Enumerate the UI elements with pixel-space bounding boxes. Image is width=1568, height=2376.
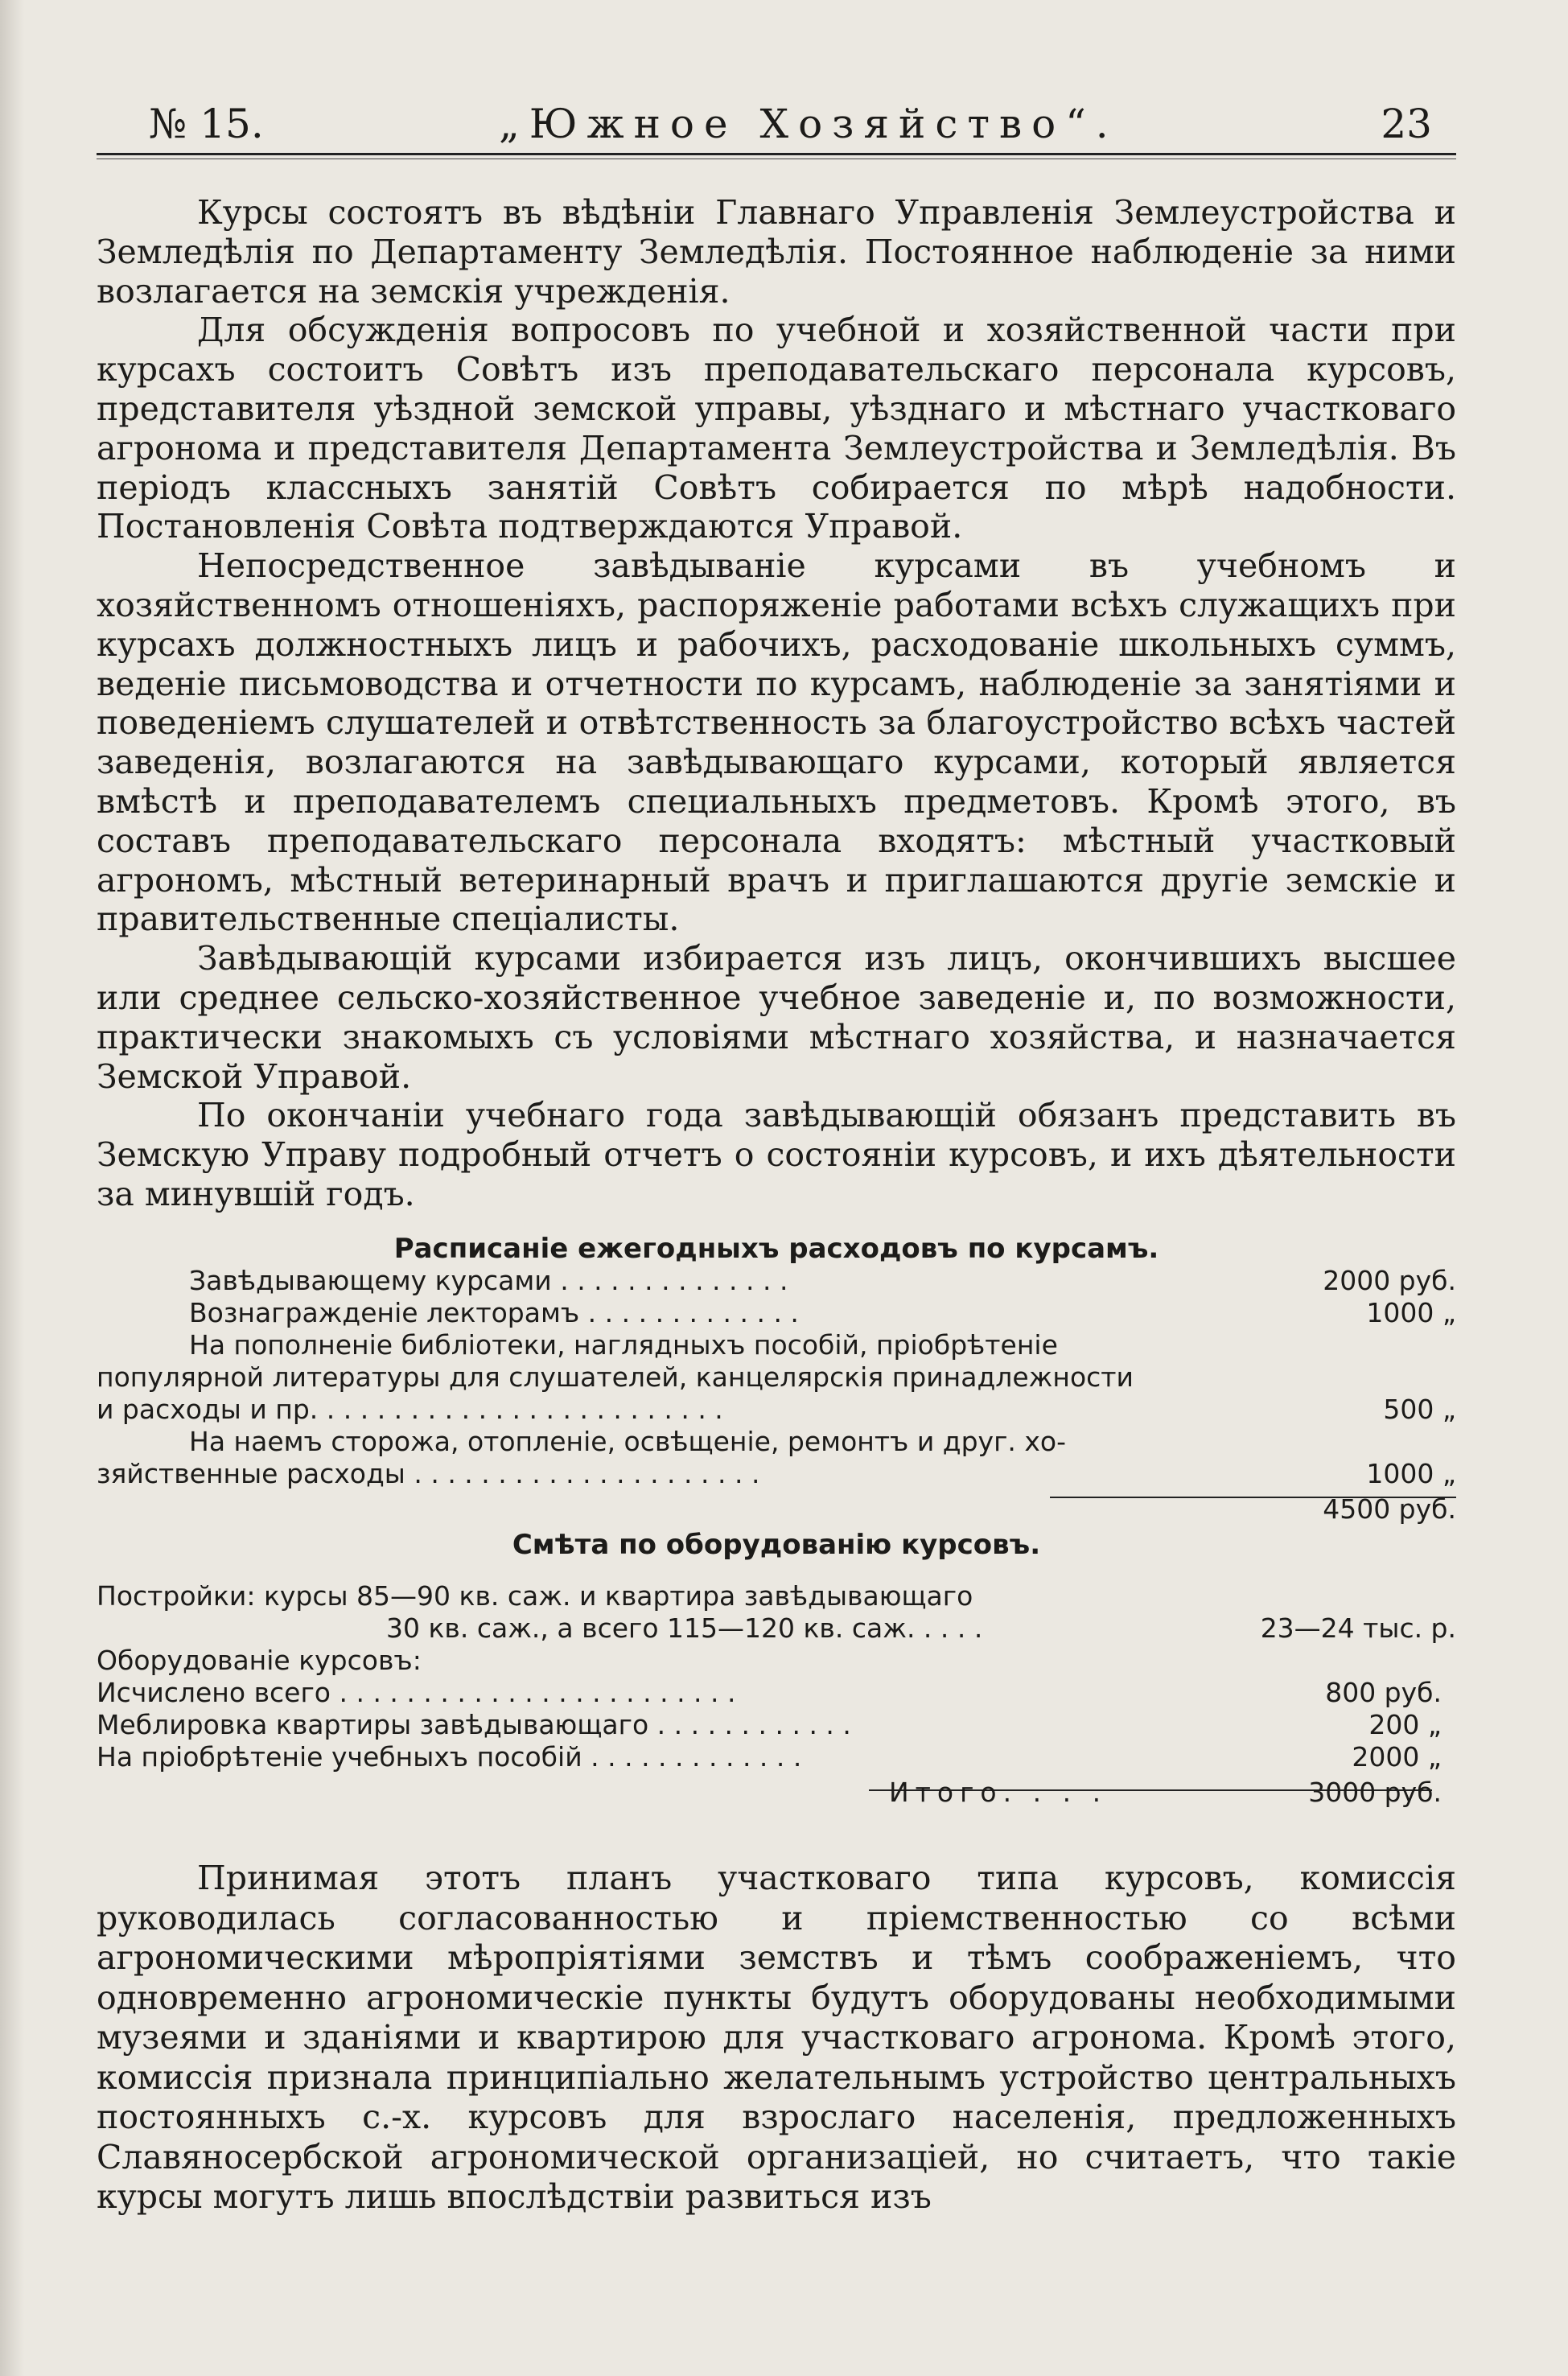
estimate-title: Смѣта по оборудованію курсовъ.: [512, 1529, 1041, 1561]
expense-amount: 1000 „: [1366, 1297, 1456, 1328]
paragraph: По окончаніи учебнаго года завѣдывающій обязанъ представить въ Земскую Управу подробный отчетъ о состояніи курсовъ, и ихъ дѣятельности за минувшій годъ.: [97, 1096, 1456, 1213]
expense-amount: 2000 руб.: [1323, 1265, 1456, 1296]
estimate-amount: 200 „: [1368, 1709, 1442, 1740]
estimate-label: Меблировка квартиры завѣдывающаго . . . . . . . . . . . .: [97, 1709, 851, 1740]
paragraph: Курсы состоятъ въ вѣдѣнiи Главнаго Управленія Землеустройства и Земледѣлія по Департаменту Земледѣлія. Постоянное наблюденіе за ними возлагается на земскія учрежденія.: [97, 193, 1456, 311]
paragraph: Для обсужденія вопросовъ по учебной и хозяйственной части при курсахъ состоитъ Совѣтъ изъ преподавательскаго персонала курсовъ, представителя уѣздной земской управы, уѣзднаго и мѣстнаго участковаго агронома и представителя Департамента Землеустройства и Земледѣлія. Въ періодъ классныхъ занятій Совѣтъ собирается по мѣрѣ надобности. Постановленія Совѣта подтверждаются Управой.: [97, 311, 1456, 546]
page-gutter-shadow: [0, 0, 24, 2376]
estimate-table: [97, 1529, 1456, 1809]
expense-label: и расходы и пр. . . . . . . . . . . . . . . . . . . . . . . . .: [97, 1394, 723, 1425]
body-text-top: [97, 193, 1456, 1214]
estimate-line: 30 кв. саж., а всего 115—120 кв. саж. . . . .: [386, 1612, 983, 1644]
expense-label: Завѣдывающему курсами . . . . . . . . . . . . . .: [189, 1265, 788, 1296]
expense-label: На наемъ сторожа, отопленіе, освѣщеніе, ремонтъ и друг. хо-: [189, 1426, 1067, 1457]
expenses-table: [97, 1233, 1456, 1526]
estimate-label: Исчислено всего . . . . . . . . . . . . . . . . . . . . . . . .: [97, 1677, 736, 1708]
expense-amount: 1000 „: [1366, 1458, 1456, 1489]
issue-number: № 15.: [149, 101, 264, 147]
estimate-line: Постройки: курсы 85—90 кв. саж. и квартира завѣдывающаго: [97, 1580, 973, 1612]
body-text-bottom: [97, 1859, 1456, 2217]
estimate-line: Оборудованіе курсовъ:: [97, 1645, 422, 1676]
paragraph: Непосредственное завѣдываніе курсами въ учебномъ и хозяйственномъ отношеніяхъ, распоряженіе работами всѣхъ служащихъ при курсахъ должностныхъ лицъ и рабочихъ, расходованіе школьныхъ суммъ, веденіе письмоводства и отчетности по курсамъ, наблюденіе за занятіями и поведеніемъ слушателей и отвѣтственность за благоустройство всѣхъ частей заведенія, возлагаются на завѣдывающаго курсами, который является вмѣстѣ и преподавателемъ специальныхъ предметовъ. Кромѣ этого, въ составъ преподавательскаго персонала входятъ: мѣстный участковый агрономъ, мѣстный ветеринарный врачъ и приглашаются другіе земскіе и правительственные спеціалисты.: [97, 546, 1456, 939]
running-header: [97, 101, 1456, 157]
page-number: 23: [1381, 101, 1432, 147]
expense-label: популярной литературы для слушателей, канцелярскія принадлежности: [97, 1361, 1134, 1393]
journal-title: „Южное Хозяйство“.: [499, 101, 1118, 147]
paragraph: Принимая этотъ планъ участковаго типа курсовъ, комиссія руководилась согласованностью и пріемственностью со всѣми агрономическими мѣропріятіями земствъ и тѣмъ соображеніемъ, что одновременно агрономическіе пункты будутъ оборудованы необходимыми музеями и зданіями и квартирою для участковаго агронома. Кромѣ этого, комиссія признала принципіально желательнымъ устройство центральныхъ постоянныхъ с.-х. курсовъ для взрослаго населенія, предложенныхъ Славяносербской агрономической организаціей, но считаетъ, что такіе курсы могутъ лишь впослѣдствіи развиться изъ: [97, 1859, 1456, 2216]
estimate-amount: 800 руб.: [1325, 1677, 1442, 1708]
estimate-total-label: Итого. . . .: [889, 1777, 1108, 1808]
estimate-amount: 2000 „: [1352, 1741, 1442, 1773]
paragraph: Завѣдывающій курсами избирается изъ лицъ, окончившихъ высшее или среднее сельско-хозяйственное учебное заведеніе и, по возможности, практически знакомыхъ съ условіями мѣстнаго хозяйства, и назначается Земской Управой.: [97, 939, 1456, 1096]
expenses-title: Расписаніе ежегодныхъ расходовъ по курсамъ.: [393, 1233, 1159, 1265]
expense-label: Вознагражденіе лекторамъ . . . . . . . . . . . . .: [189, 1297, 799, 1328]
estimate-total: 3000 руб.: [1308, 1777, 1442, 1808]
expense-label: зяйственные расходы . . . . . . . . . . . . . . . . . . . . .: [97, 1458, 760, 1489]
estimate-amount: 23—24 тыс. р.: [1260, 1612, 1456, 1644]
expense-amount: 500 „: [1383, 1394, 1456, 1425]
header-rule: [97, 153, 1456, 155]
expenses-total: 4500 руб.: [1323, 1493, 1456, 1525]
estimate-label: На пріобрѣтеніе учебныхъ пособій . . . . . . . . . . . . .: [97, 1741, 802, 1773]
expense-label: На пополненіе библіотеки, наглядныхъ пособій, пріобрѣтеніе: [189, 1329, 1058, 1361]
